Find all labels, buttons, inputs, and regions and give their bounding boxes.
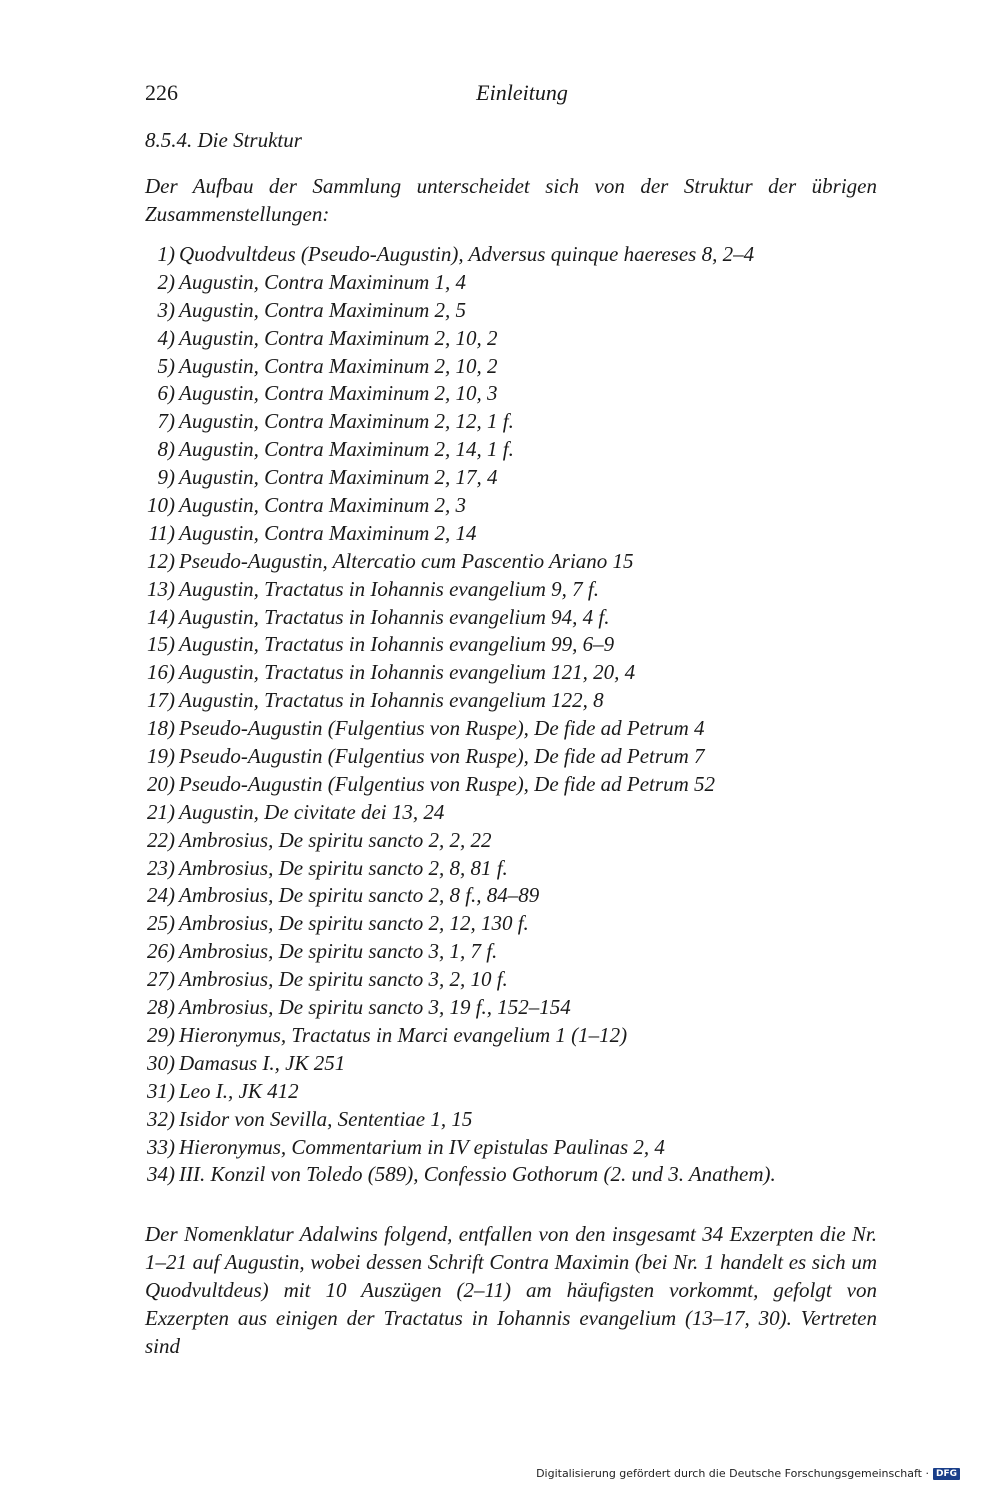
list-item-number: 25) [147,911,175,936]
list-item-number: 34) [147,1162,175,1187]
list-item-number: 3) [157,297,175,322]
list-item [145,742,885,770]
list-item-text: Pseudo-Augustin (Fulgentius von Ruspe), De fide ad Petrum 7 [179,744,705,769]
list-item-number: 27) [147,967,175,992]
excerpt-list [145,240,885,1188]
list-item [145,881,885,909]
list-item-number: 22) [147,827,175,852]
list-item-text: Augustin, Contra Maximinum 2, 10, 2 [179,353,498,378]
list-item-text: Augustin, Tractatus in Iohannis evangelium 9, 7 f. [179,576,599,601]
list-item [145,435,885,463]
list-item [145,519,885,547]
list-item-text: Ambrosius, De spiritu sancto 3, 1, 7 f. [179,939,498,964]
list-item-text: Damasus I., JK 251 [179,1050,346,1075]
list-item-number: 2) [157,269,175,294]
intro-paragraph: Der Aufbau der Sammlung unterscheidet sich von der Struktur der übrigen Zusammenstellungen: [145,174,877,226]
list-item [145,1133,885,1161]
list-item-number: 31) [147,1078,175,1103]
list-item-number: 33) [147,1134,175,1159]
list-item-text: Pseudo-Augustin (Fulgentius von Ruspe), De fide ad Petrum 52 [179,771,715,796]
list-item [145,1021,885,1049]
list-item-text: Augustin, Contra Maximinum 2, 14 [179,520,477,545]
list-item [145,575,885,603]
list-item-text: Augustin, De civitate dei 13, 24 [179,799,445,824]
list-item-text: Leo I., JK 412 [179,1078,299,1103]
list-item-number: 1) [157,242,175,266]
list-item-number: 15) [147,632,175,657]
list-item-text: III. Konzil von Toledo (589), Confessio Gothorum (2. und 3. Anathem). [179,1162,776,1187]
list-item [145,240,885,268]
list-item-text: Augustin, Tractatus in Iohannis evangelium 121, 20, 4 [179,660,636,685]
list-item-number: 29) [147,1022,175,1047]
list-item [145,324,885,352]
list-item-text: Quodvultdeus (Pseudo-Augustin), Adversus quinque haereses 8, 2–4 [179,242,755,266]
page-number: 226 [145,80,178,105]
list-item-text: Ambrosius, De spiritu sancto 2, 2, 22 [179,827,492,852]
list-item [145,296,885,324]
list-item [145,714,885,742]
list-item [145,993,885,1021]
list-item-text: Hieronymus, Tractatus in Marci evangelium 1 (1–12) [179,1022,628,1047]
list-item-number: 13) [147,576,175,601]
list-item-number: 19) [147,744,175,769]
list-item-text: Augustin, Tractatus in Iohannis evangelium 122, 8 [179,688,604,713]
list-item-number: 17) [147,688,175,713]
list-item-text: Pseudo-Augustin, Altercatio cum Pascentio Ariano 15 [179,548,634,573]
list-item [145,268,885,296]
list-item-text: Isidor von Sevilla, Sententiae 1, 15 [179,1106,473,1131]
list-item [145,407,885,435]
list-item-text: Augustin, Contra Maximinum 2, 10, 2 [179,325,498,350]
list-item [145,379,885,407]
footer-text: Digitalisierung gefördert durch die Deutsche Forschungsgemeinschaft · [536,1467,929,1480]
list-item-text: Augustin, Contra Maximinum 2, 10, 3 [179,381,498,406]
list-item [145,854,885,882]
list-item [145,1077,885,1105]
list-item-text: Ambrosius, De spiritu sancto 2, 12, 130 f. [179,911,529,936]
list-item-text: Augustin, Contra Maximinum 2, 5 [179,297,466,322]
list-item-number: 5) [157,353,175,378]
list-item-text: Augustin, Contra Maximinum 2, 17, 4 [179,465,498,490]
list-item-number: 30) [147,1050,175,1075]
footer-digitization-note [536,1467,960,1480]
list-item-number: 4) [157,325,175,350]
list-item [145,352,885,380]
list-item [145,1049,885,1077]
list-item [145,770,885,798]
list-item-number: 32) [147,1106,175,1131]
list-item-text: Augustin, Contra Maximinum 2, 14, 1 f. [179,437,514,462]
list-item-text: Augustin, Tractatus in Iohannis evangelium 94, 4 f. [179,604,610,629]
list-item-number: 26) [147,939,175,964]
list-item-number: 14) [147,604,175,629]
running-head: Einleitung [476,80,568,105]
list-item-text: Ambrosius, De spiritu sancto 2, 8, 81 f. [179,855,508,880]
list-item-number: 11) [148,520,175,545]
list-item-number: 24) [147,883,175,908]
list-item [145,658,885,686]
list-item [145,965,885,993]
list-item-text: Augustin, Contra Maximinum 1, 4 [179,269,466,294]
list-item [145,686,885,714]
list-item-text: Ambrosius, De spiritu sancto 2, 8 f., 84–89 [179,883,540,908]
list-item-number: 28) [147,995,175,1020]
list-item-number: 6) [157,381,175,406]
list-item [145,603,885,631]
list-item-text: Hieronymus, Commentarium in IV epistulas Paulinas 2, 4 [179,1134,665,1159]
section-heading: 8.5.4. Die Struktur [145,128,302,152]
list-item-number: 12) [147,548,175,573]
list-item [145,937,885,965]
list-item-text: Ambrosius, De spiritu sancto 3, 19 f., 152–154 [179,995,571,1020]
list-item [145,1105,885,1133]
list-item-text: Augustin, Contra Maximinum 2, 3 [179,493,466,518]
list-item [145,630,885,658]
list-item-number: 8) [157,437,175,462]
list-item-number: 18) [147,716,175,741]
list-item [145,909,885,937]
list-item-text: Pseudo-Augustin (Fulgentius von Ruspe), De fide ad Petrum 4 [179,716,705,741]
list-item [145,547,885,575]
list-item [145,798,885,826]
list-item [145,491,885,519]
list-item-number: 16) [147,660,175,685]
body-paragraph: Der Nomenklatur Adalwins folgend, entfallen von den insgesamt 34 Exzerpten die Nr. 1–21 auf Augustin, wobei dessen Schrift Contra Maximin (bei Nr. 1 handelt es sich um Quodvultdeus) mit 10 Auszügen (2–11) am häufigsten vorkommt, gefolgt von Exzerpten aus einigen der Tractatus in Iohannis evangelium (13–17, 30). Vertreten sind [145,1222,877,1358]
list-item-number: 20) [147,771,175,796]
list-item-number: 10) [147,493,175,518]
list-item-text: Augustin, Contra Maximinum 2, 12, 1 f. [179,409,514,434]
list-item [145,1160,885,1188]
list-item-number: 21) [147,799,175,824]
list-item [145,463,885,491]
list-item-number: 23) [147,855,175,880]
list-item [145,826,885,854]
list-item-number: 9) [157,465,175,490]
list-item-text: Augustin, Tractatus in Iohannis evangelium 99, 6–9 [179,632,615,657]
list-item-text: Ambrosius, De spiritu sancto 3, 2, 10 f. [179,967,508,992]
list-item-number: 7) [157,409,175,434]
dfg-logo: DFG [933,1468,960,1480]
